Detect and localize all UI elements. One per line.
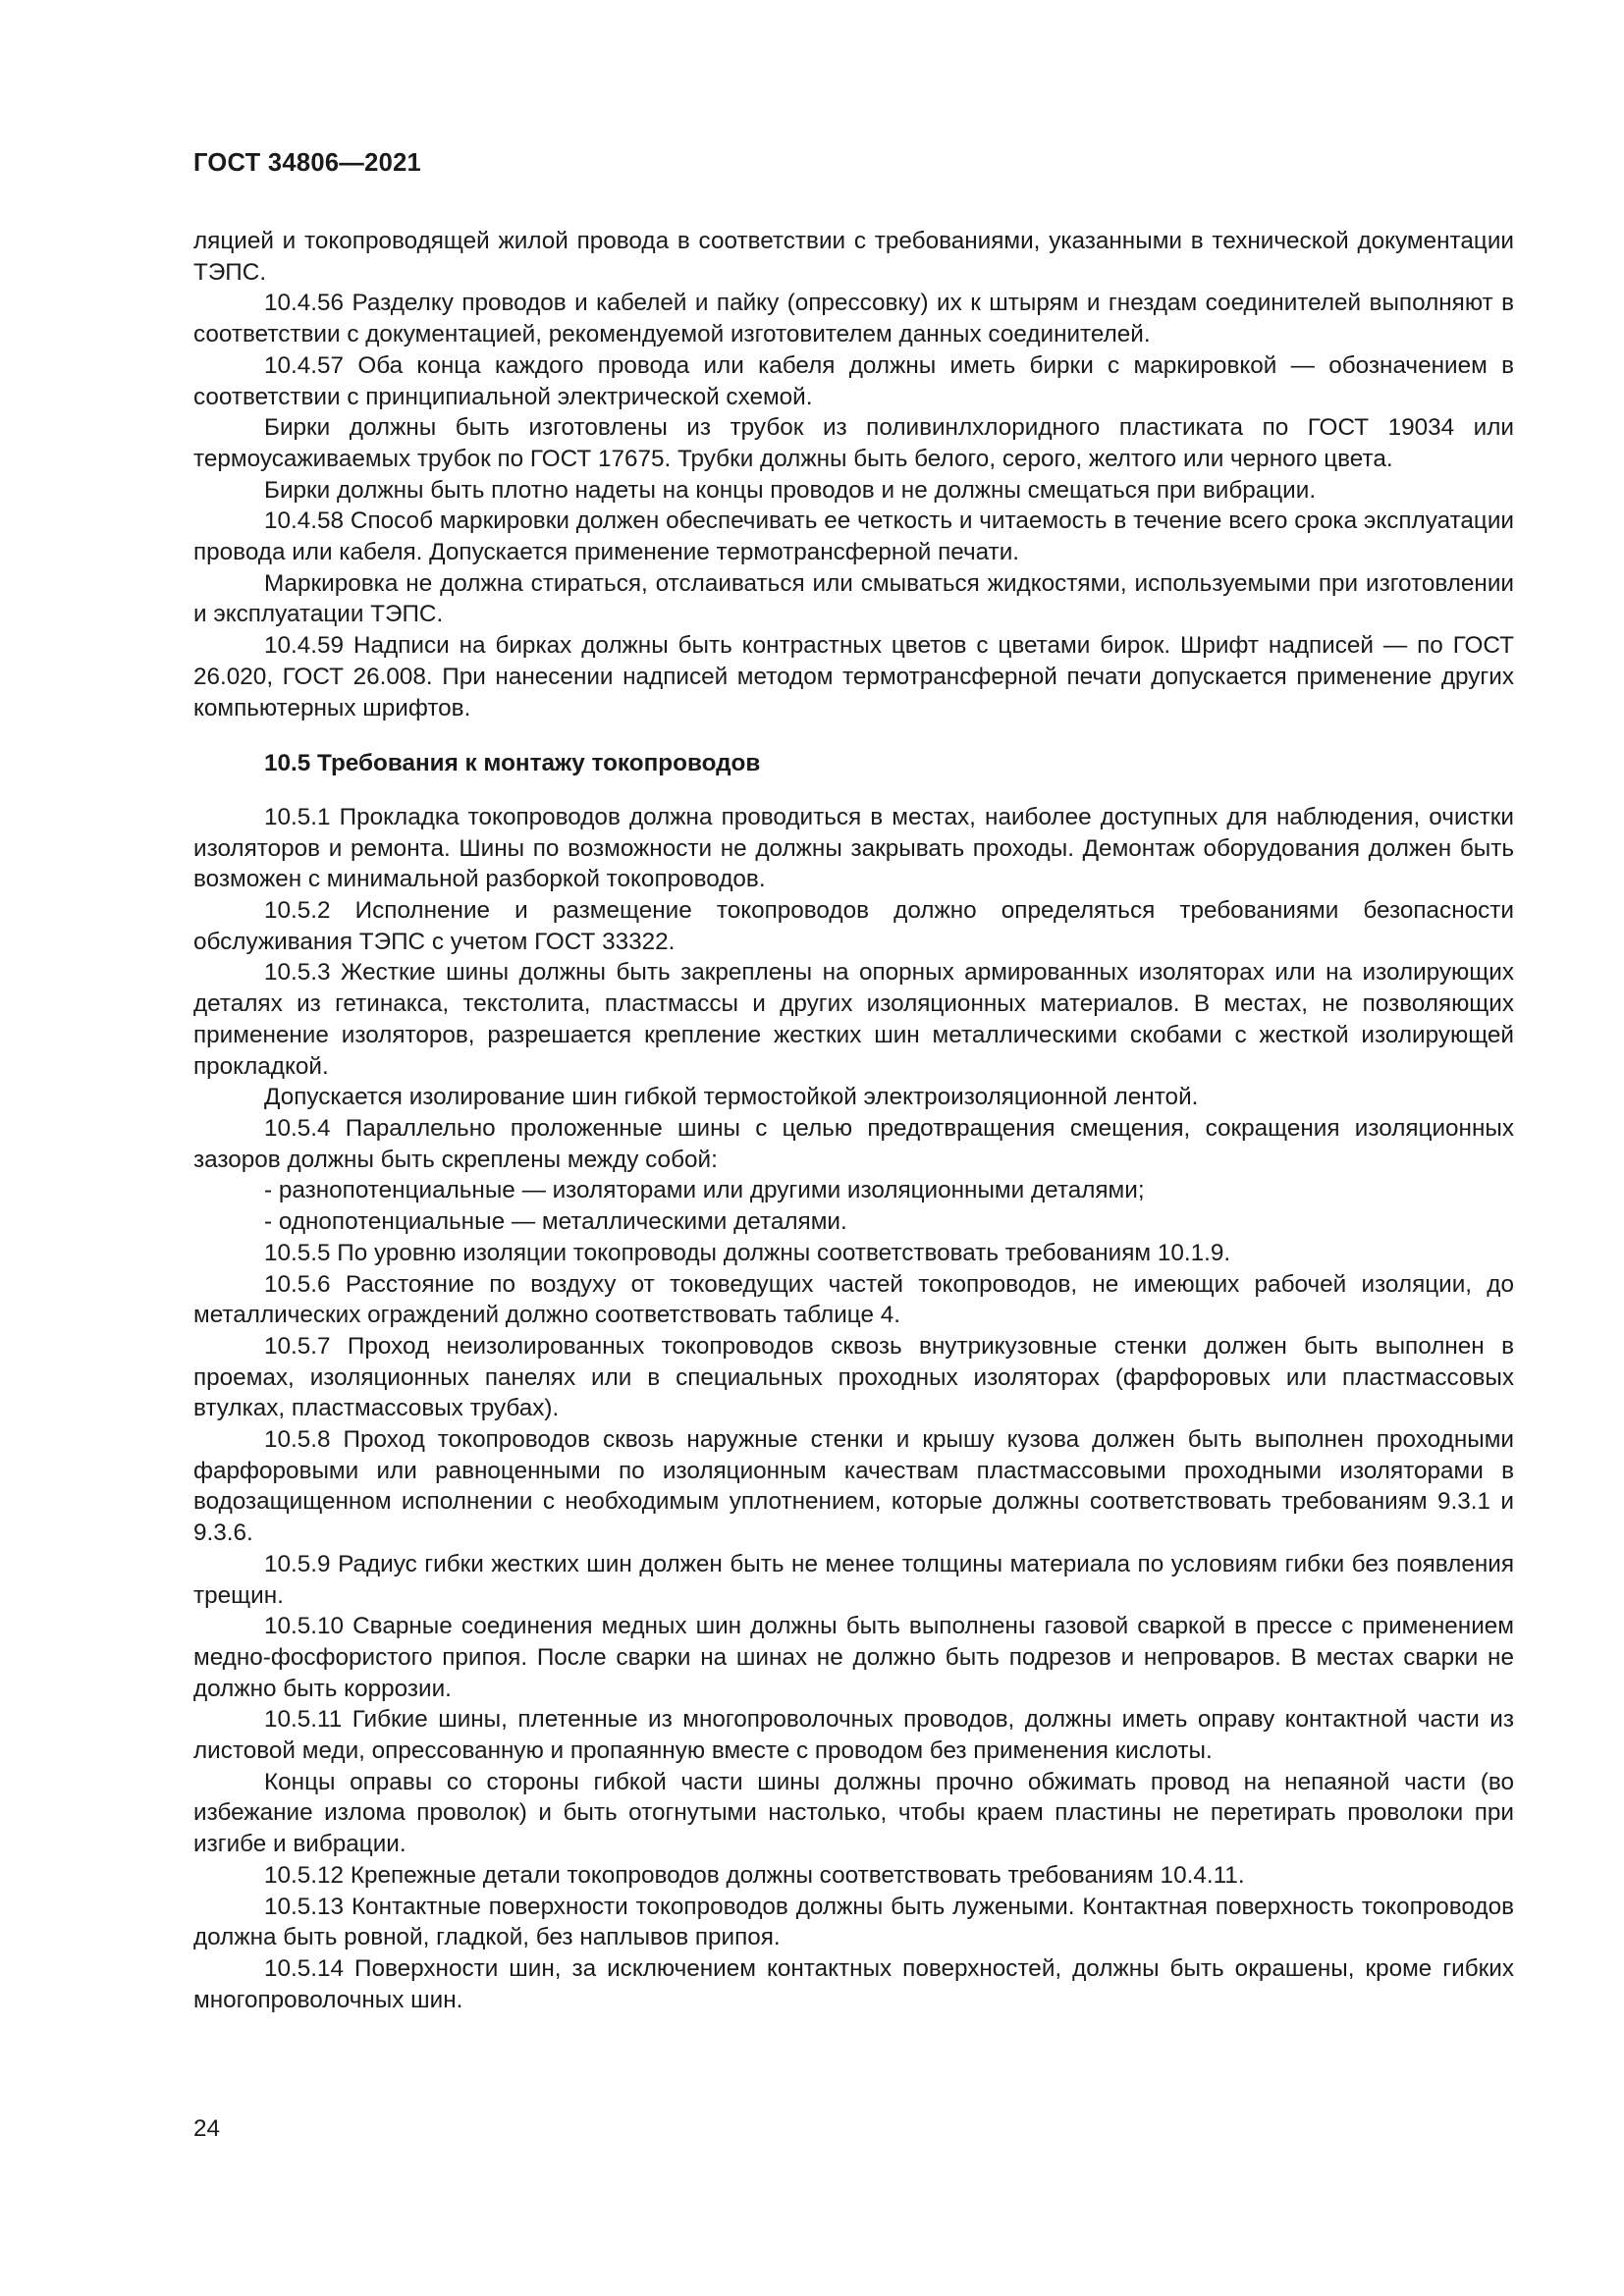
paragraph-10-5-8: 10.5.8 Проход токопроводов сквозь наружные стенки и крышу кузова должен быть выполнен проходными фарфоровыми или равноценными по изоляционным качествам пластмассовыми проходными изоляторами в водозащищенном исполнении с необходимым уплотнением, которые должны соответствовать требованиям 9.3.1 и 9.3.6. [193,1426,1514,1547]
list-item-same-potential: - однопотенциальные — металлическими деталями. [264,1208,847,1236]
paragraph-10-5-12: 10.5.12 Крепежные детали токопроводов должны соответствовать требованиям 10.4.11. [264,1861,1245,1889]
paragraph-10-5-6: 10.5.6 Расстояние по воздуху от токоведущих частей токопроводов, не имеющих рабочей изоляции, до металлических ограждений должно соответствовать таблице 4. [193,1270,1514,1329]
paragraph-marking-durability: Маркировка не должна стираться, отслаиваться или смываться жидкостями, используемыми при изготовлении и эксплуатации ТЭПС. [193,569,1514,628]
document-body [193,226,1514,2015]
paragraph-10-4-59: 10.4.59 Надписи на бирках должны быть контрастных цветов с цветами бирок. Шрифт надписей — по ГОСТ 26.020, ГОСТ 26.008. При нанесении надписей методом термотрансферной печати допускается применение других компьютерных шрифтов. [193,632,1514,721]
paragraph-continuation: ляцией и токопроводящей жилой провода в соответствии с требованиями, указанными в технической документации ТЭПС. [193,228,1514,286]
paragraph-10-5-9: 10.5.9 Радиус гибки жестких шин должен быть не менее толщины материала по условиям гибки без появления трещин. [193,1550,1514,1609]
paragraph-insulation-tape: Допускается изолирование шин гибкой термостойкой электроизоляционной лентой. [264,1084,1199,1111]
section-heading-10-5: 10.5 Требования к монтажу токопроводов [264,750,761,777]
paragraph-10-5-5: 10.5.5 По уровню изоляции токопроводы должны соответствовать требованиям 10.1.9. [264,1239,1231,1266]
paragraph-frame-ends: Концы оправы со стороны гибкой части шины должны прочно обжимать провод на непаяной части (во избежание излома проволок) и быть отогнутыми настолько, чтобы краем пластины не перетирать проволоки при изгибе и вибрации. [193,1768,1514,1858]
paragraph-tags-material: Бирки должны быть изготовлены из трубок из поливинлхлоридного пластиката по ГОСТ 19034 или термоусаживаемых трубок по ГОСТ 17675. Трубки должны быть белого, серого, желтого или черного цвета. [193,414,1514,472]
paragraph-10-5-3: 10.5.3 Жесткие шины должны быть закреплены на опорных армированных изоляторах или на изолирующих деталях из гетинакса, текстолита, пластмассы и других изоляционных материалов. В местах, не позволяющих применение изоляторов, разрешается крепление жестких шин металлическими скобами с жесткой изолирующей прокладкой. [193,959,1514,1080]
paragraph-10-5-10: 10.5.10 Сварные соединения медных шин должны быть выполнены газовой сваркой в прессе с применением медно-фосфористого припоя. После сварки на шинах не должно быть подрезов и непроваров. В местах сварки не должно быть коррозии. [193,1613,1514,1702]
paragraph-10-5-13: 10.5.13 Контактные поверхности токопроводов должны быть лужеными. Контактная поверхность токопроводов должна быть ровной, гладкой, без наплывов припоя. [193,1893,1514,1951]
document-code-header: ГОСТ 34806—2021 [193,149,422,177]
paragraph-10-5-4: 10.5.4 Параллельно проложенные шины с целью предотвращения смещения, сокращения изоляционных зазоров должны быть скреплены между собой: [193,1114,1514,1173]
page-number: 24 [193,2115,221,2142]
paragraph-10-5-14: 10.5.14 Поверхности шин, за исключением контактных поверхностей, должны быть окрашены, кроме гибких многопроволочных шин. [193,1954,1514,2013]
paragraph-10-5-2: 10.5.2 Исполнение и размещение токопроводов должно определяться требованиями безопасности обслуживания ТЭПС с учетом ГОСТ 33322. [193,897,1514,955]
paragraph-tags-fit: Бирки должны быть плотно надеты на концы проводов и не должны смещаться при вибрации. [264,476,1317,504]
paragraph-10-4-56: 10.4.56 Разделку проводов и кабелей и пайку (опрессовку) их к штырям и гнездам соединителей выполняют в соответствии с документацией, рекомендуемой изготовителем данных соединителей. [193,290,1514,348]
list-item-different-potential: - разнопотенциальные — изоляторами или другими изоляционными деталями; [264,1177,1145,1204]
paragraph-10-4-57: 10.4.57 Оба конца каждого провода или кабеля должны иметь бирки с маркировкой — обозначением в соответствии с принципиальной электрической схемой. [193,351,1514,410]
paragraph-10-5-7: 10.5.7 Проход неизолированных токопроводов сквозь внутрикузовные стенки должен быть выполнен в проемах, изоляционных панелях или в специальных проходных изоляторах (фарфоровых или пластмассовых втулках, пластмассовых трубах). [193,1332,1514,1422]
paragraph-10-4-58: 10.4.58 Способ маркировки должен обеспечивать ее четкость и читаемость в течение всего срока эксплуатации провода или кабеля. Допускается применение термотрансферной печати. [193,507,1514,566]
paragraph-10-5-11: 10.5.11 Гибкие шины, плетенные из многопроволочных проводов, должны иметь оправу контактной части из листовой меди, опрессованную и пропаянную вместе с проводом без применения кислоты. [193,1706,1514,1765]
paragraph-10-5-1: 10.5.1 Прокладка токопроводов должна проводиться в местах, наиболее доступных для наблюдения, очистки изоляторов и ремонта. Шины по возможности не должны закрывать проходы. Демонтаж оборудования должен быть возможен с минимальной разборкой токопроводов. [193,803,1514,893]
